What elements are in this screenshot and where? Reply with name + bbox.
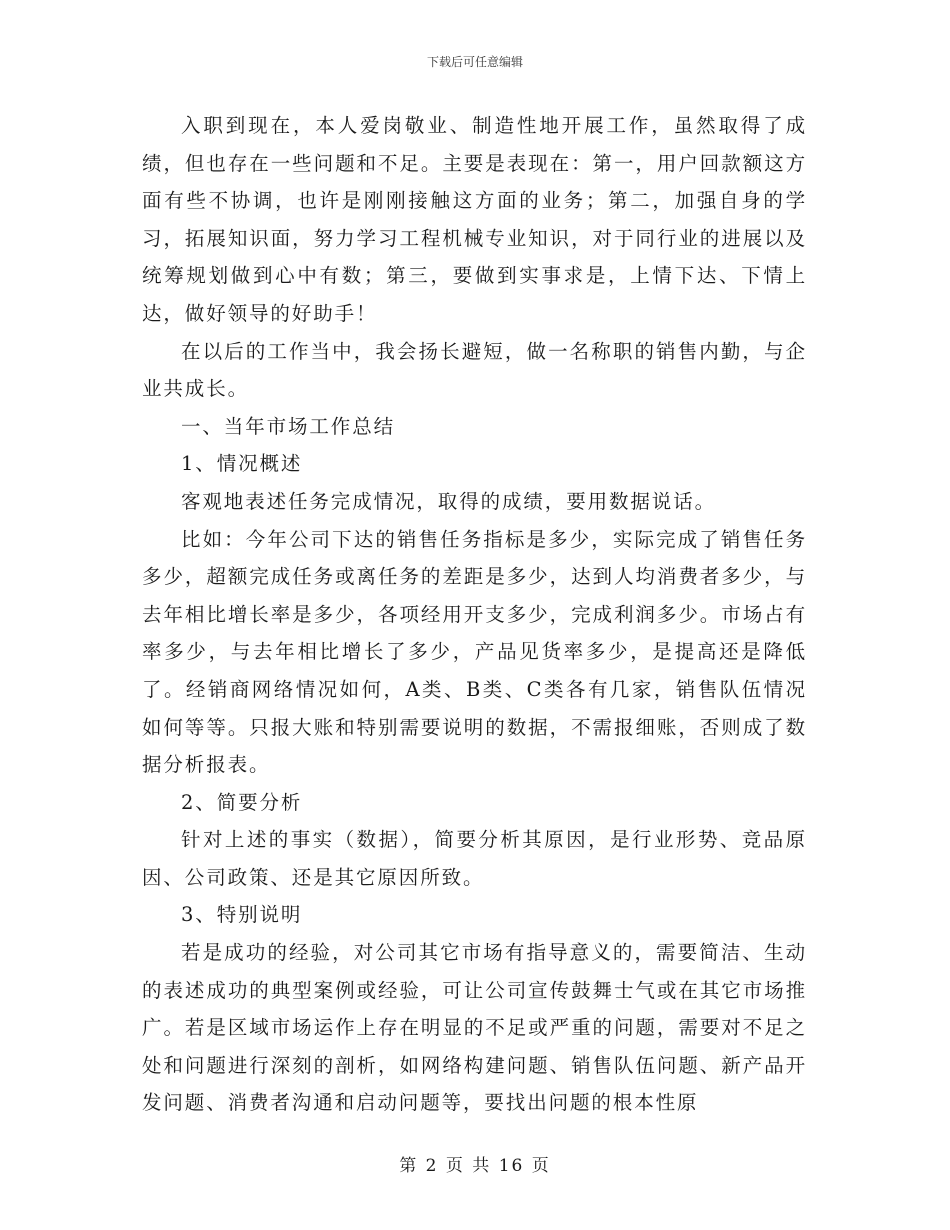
subsection-heading: 2、简要分析 — [181, 790, 303, 814]
paragraph: 在以后的工作当中，我会扬长避短，做一名称职的销售内勤，与企业共成长。 — [142, 339, 807, 401]
paragraph: 比如：今年公司下达的销售任务指标是多少，实际完成了销售任务多少，超额完成任务或离任务的差距是多少，达到人均消费者多少，与去年相比增长率是多少，各项经用开支多少，完成利润多少。市场占有率多少，与去年相比增长了多少，产品见货率多少，是提高还是降低了。经销商网络情况如何，A类、B类、C类各有几家，销售队伍情况如何等等。只报大账和特别需要说明的数据，不需报细账，否则成了数据分析报表。 — [142, 527, 807, 777]
paragraph: 客观地表述任务完成情况，取得的成绩，要用数据说话。 — [181, 489, 717, 513]
page-header-note: 下载后可任意编辑 — [426, 55, 523, 69]
page-number-footer: 第 2 页 共 16 页 — [399, 1156, 551, 1176]
subsection-heading: 3、特别说明 — [181, 903, 303, 927]
paragraph: 若是成功的经验，对公司其它市场有指导意义的，需要简洁、生动的表述成功的典型案例或经验，可让公司宣传鼓舞士气或在其它市场推广。若是区域市场运作上存在明显的不足或严重的问题，需要对不足之处和问题进行深刻的剖析，如网络构建问题、销售队伍问题、新产品开发问题、消费者沟通和启动问题等，要找出问题的根本性原 — [142, 941, 807, 1115]
section-heading: 一、当年市场工作总结 — [181, 414, 396, 438]
paragraph: 针对上述的事实（数据），简要分析其原因，是行业形势、竞品原因、公司政策、还是其它原因所致。 — [142, 828, 807, 889]
paragraph: 入职到现在，本人爱岗敬业、制造性地开展工作，虽然取得了成绩，但也存在一些问题和不足。主要是表现在：第一，用户回款额这方面有些不协调，也许是刚刚接触这方面的业务；第二，加强自身的学习，拓展知识面，努力学习工程机械专业知识，对于同行业的进展以及统筹规划做到心中有数；第三，要做到实事求是，上情下达、下情上达，做好领导的好助手！ — [142, 114, 807, 325]
document-body — [142, 107, 807, 1122]
subsection-heading: 1、情况概述 — [181, 452, 303, 476]
